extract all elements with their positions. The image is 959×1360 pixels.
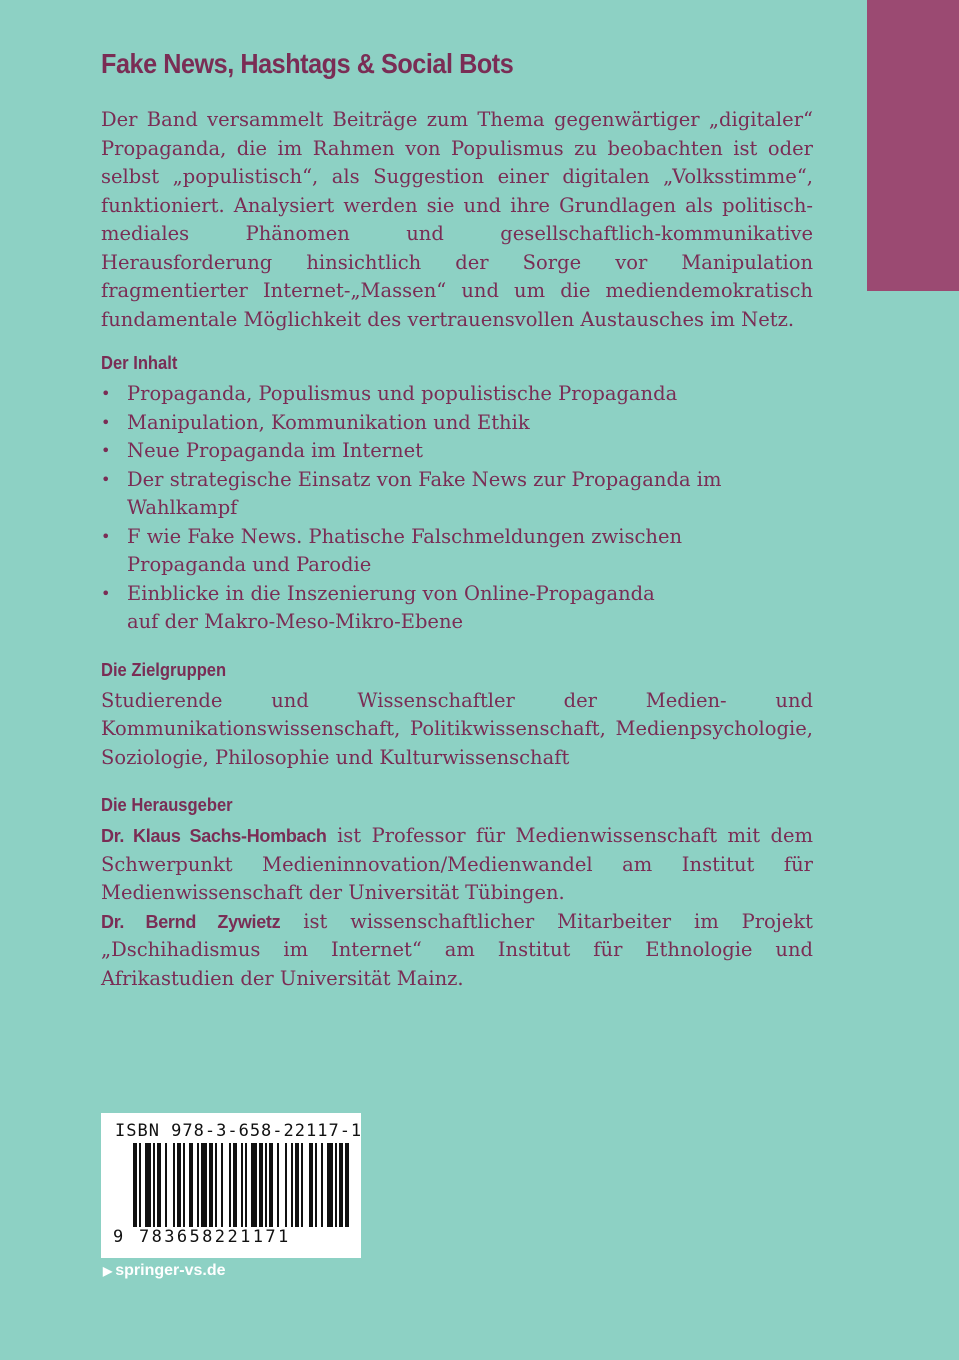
- editor-name: Dr. Bernd Zywietz: [101, 911, 281, 932]
- barcode-digits: 783658221171: [139, 1227, 291, 1247]
- bullet-icon: •: [101, 583, 111, 603]
- editor-name: Dr. Klaus Sachs-Hombach: [101, 826, 327, 846]
- list-item: • Einblicke in die Inszenierung von Online-Propaganda auf der Makro-Meso-Mikro-Ebene: [101, 581, 655, 633]
- bullet-icon: •: [101, 469, 111, 489]
- barcode-icon: [133, 1143, 353, 1239]
- bullet-icon: •: [101, 384, 111, 403]
- book-title: Fake News, Hashtags & Social Bots: [101, 48, 514, 79]
- list-item: • Neue Propaganda im Internet: [101, 437, 813, 466]
- editor-bio-2: Dr. Bernd Zywietz ist wissenschaftlicher Mitarbeiter im Projekt „Dschihadismus im Internet“ am Institut für Ethnologie und Afrikastudien der Universität Mainz.: [101, 909, 813, 990]
- spine-color-tab: [867, 0, 959, 291]
- audience-heading: Die Zielgruppen: [101, 659, 227, 680]
- publisher-website[interactable]: ▶ springer-vs.de: [103, 1262, 226, 1279]
- arrow-right-icon: ▶: [103, 1264, 113, 1278]
- bullet-icon: •: [101, 441, 111, 460]
- list-item: • F wie Fake News. Phatische Falschmeldungen zwischen Propaganda und Parodie: [101, 524, 683, 576]
- list-item: • Der strategische Einsatz von Fake News zur Propaganda im Wahlkampf: [101, 467, 722, 519]
- bullet-icon: •: [101, 412, 111, 432]
- content-list: [101, 380, 813, 637]
- editor-bio-1: Dr. Klaus Sachs-Hombach ist Professor für Medienwissenschaft mit dem Schwerpunkt Medieninnovation/Medienwandel am Institut für Medienwissenschaft der Universität Tübingen.: [101, 824, 814, 904]
- back-cover-content: [101, 40, 813, 993]
- editors-heading: Die Herausgeber: [101, 795, 233, 815]
- book-description: Der Band versammelt Beiträge zum Thema gegenwärtiger „digitaler“ Propaganda, die im Rahmen von Populismus zu beobachten ist oder selbst „populistisch“, als Suggestion einer digitalen „Volksstimme“, funktioniert. Analysiert werden sie und ihre Grundlagen als politisch-mediales Phänomen und gesellschaftlich-kommunikative Herausforderung hinsichtlich der Sorge vor Manipulation fragmentierter Internet-„Massen“ und um die mediendemokratisch fundamentale Möglichkeit des vertrauensvollen Austausches im Netz.: [101, 108, 813, 331]
- isbn-label: ISBN 978-3-658-22117-1: [115, 1121, 363, 1141]
- audience-text: Studierende und Wissenschaftler der Medien- und Kommunikationswissenschaft, Politikwissenschaft, Medienpsychologie, Soziologie, Philosophie und Kulturwissenschaft: [101, 688, 813, 769]
- bullet-icon: •: [101, 526, 111, 546]
- content-heading: Der Inhalt: [101, 353, 178, 373]
- barcode-digit-first: 9: [113, 1227, 124, 1247]
- isbn-barcode: [101, 1113, 361, 1258]
- list-item: • Propaganda, Populismus und populistische Propaganda: [101, 380, 813, 409]
- list-item: • Manipulation, Kommunikation und Ethik: [101, 409, 813, 438]
